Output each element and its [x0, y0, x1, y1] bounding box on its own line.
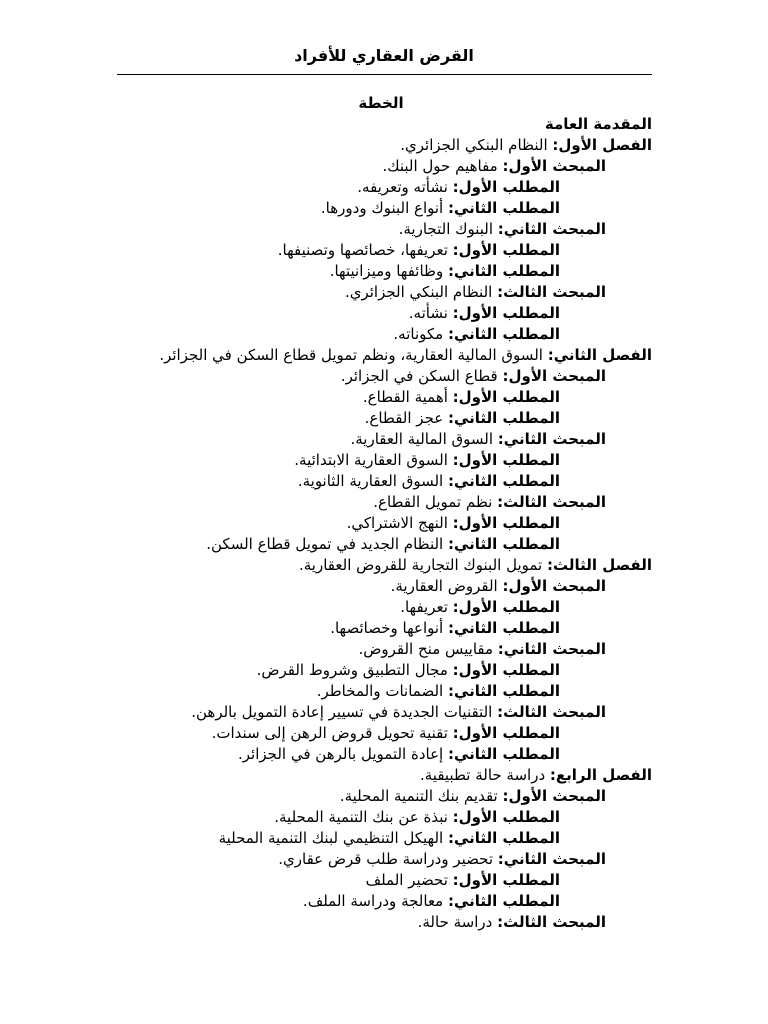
plan-line-label: المطلب الثاني: — [447, 472, 560, 490]
plan-line-label: المطلب الثاني: — [447, 262, 560, 280]
plan-line-text: السوق العقارية الابتدائية. — [294, 451, 453, 469]
plan-line-label: المقدمة العامة — [544, 115, 652, 133]
plan-line — [110, 492, 652, 513]
plan-line-text: قطاع السكن في الجزائر. — [340, 367, 503, 385]
plan-line-text: مفاهيم حول البنك. — [382, 157, 503, 175]
plan-line — [110, 366, 652, 387]
plan-line-label: المطلب الثاني: — [447, 682, 560, 700]
plan-line-label: المبحث الأول: — [502, 157, 606, 175]
plan-line-label: المطلب الأول: — [452, 724, 560, 742]
plan-line-label: المبحث الثالث: — [497, 913, 606, 931]
plan-line-label: المطلب الأول: — [452, 661, 560, 679]
plan-line-text: البنوك التجارية. — [398, 220, 498, 238]
plan-line — [110, 597, 652, 618]
plan-line — [110, 555, 652, 576]
plan-line-label: المطلب الأول: — [452, 388, 560, 406]
plan-line-label: المطلب الثاني: — [447, 535, 560, 553]
plan-line-text: الهيكل التنظيمي لبنك التنمية المحلية — [218, 829, 448, 847]
plan-line — [110, 723, 652, 744]
plan-line-label: المبحث الثالث: — [497, 493, 606, 511]
plan-line — [110, 450, 652, 471]
plan-line — [110, 303, 652, 324]
plan-line-label: المطلب الثاني: — [447, 892, 560, 910]
plan-line-text: السوق المالية العقارية. — [350, 430, 498, 448]
plan-line-label: المطلب الأول: — [452, 304, 560, 322]
plan-line — [110, 345, 652, 366]
plan-line — [110, 513, 652, 534]
plan-line-label: المطلب الأول: — [452, 808, 560, 826]
plan-line — [110, 576, 652, 597]
plan-line-text: دراسة حالة. — [417, 913, 498, 931]
plan-line-text: نشأته. — [408, 304, 453, 322]
plan-line-text: مجال التطبيق وشروط القرض. — [256, 661, 453, 679]
plan-line — [110, 324, 652, 345]
plan-line-text: التقنيات الجديدة في تسيير إعادة التمويل بالرهن. — [191, 703, 498, 721]
plan-line-label: المبحث الثاني: — [497, 640, 606, 658]
plan-line — [110, 408, 652, 429]
plan-outline — [110, 93, 652, 933]
plan-line-text: تقديم بنك التنمية المحلية. — [339, 787, 503, 805]
plan-line-label: المطلب الثاني: — [447, 745, 560, 763]
plan-line — [110, 891, 652, 912]
plan-line-label: المطلب الثاني: — [447, 325, 560, 343]
plan-line-text: النهج الاشتراكي. — [346, 514, 453, 532]
plan-line-label: المطلب الأول: — [452, 241, 560, 259]
plan-line — [110, 828, 652, 849]
plan-line-label: المبحث الثالث: — [497, 703, 606, 721]
plan-line — [110, 282, 652, 303]
plan-line — [110, 429, 652, 450]
plan-line — [110, 240, 652, 261]
document-title: القرض العقاري للأفراد — [294, 46, 474, 65]
plan-line — [110, 471, 652, 492]
plan-line-text: تحضير الملف — [365, 871, 453, 889]
plan-line-label: المطلب الأول: — [452, 178, 560, 196]
plan-line-label: المبحث الثاني: — [497, 430, 606, 448]
plan-line-label: المطلب الأول: — [452, 451, 560, 469]
plan-line — [110, 765, 652, 786]
plan-line — [110, 744, 652, 765]
plan-line-text: أنواع البنوك ودورها. — [320, 199, 448, 217]
plan-line-text: تقنية تحويل قروض الرهن إلى سندات. — [211, 724, 453, 742]
plan-line — [110, 114, 652, 135]
title-divider — [117, 74, 652, 75]
plan-line — [110, 639, 652, 660]
plan-line-label: المبحث الثاني: — [497, 850, 606, 868]
plan-line — [110, 387, 652, 408]
plan-line-label: المطلب الأول: — [452, 598, 560, 616]
plan-line-label: المطلب الثاني: — [447, 199, 560, 217]
plan-line-label: الخطة — [358, 94, 404, 112]
plan-line-text: عجز القطاع. — [364, 409, 448, 427]
plan-line-text: أهمية القطاع. — [362, 388, 453, 406]
plan-line-label: المبحث الثاني: — [497, 220, 606, 238]
plan-line-text: تمويل البنوك التجارية للقروض العقارية. — [299, 556, 547, 574]
plan-line-label: الفصل الأول: — [552, 136, 652, 154]
plan-line — [110, 912, 652, 933]
plan-line-text: إعادة التمويل بالرهن في الجزائر. — [238, 745, 448, 763]
plan-line-text: الضمانات والمخاطر. — [316, 682, 448, 700]
plan-line — [110, 660, 652, 681]
plan-line-label: الفصل الثاني: — [547, 346, 652, 364]
plan-line-label: المطلب الأول: — [452, 871, 560, 889]
plan-line — [110, 219, 652, 240]
plan-line-text: نشأته وتعريفه. — [357, 178, 453, 196]
plan-line-text: نظم تمويل القطاع. — [373, 493, 498, 511]
plan-line — [110, 261, 652, 282]
plan-line-text: القروض العقارية. — [390, 577, 503, 595]
plan-line — [110, 198, 652, 219]
plan-line-text: مقاييس منح القروض. — [358, 640, 498, 658]
plan-line-text: تعريفها، خصائصها وتصنيفها. — [277, 241, 453, 259]
plan-line-label: المطلب الثاني: — [447, 619, 560, 637]
plan-line-label: المبحث الأول: — [502, 787, 606, 805]
plan-line — [110, 849, 652, 870]
plan-line-text: النظام الجديد في تمويل قطاع السكن. — [206, 535, 448, 553]
plan-line-text: تعريفها. — [400, 598, 453, 616]
plan-line-label: الفصل الثالث: — [547, 556, 652, 574]
plan-line-text: النظام البنكي الجزائري. — [400, 136, 553, 154]
plan-line — [110, 702, 652, 723]
plan-line-text: مكوناته. — [393, 325, 448, 343]
plan-line — [110, 618, 652, 639]
plan-line — [110, 156, 652, 177]
plan-line — [110, 786, 652, 807]
plan-line-text: معالجة ودراسة الملف. — [302, 892, 448, 910]
plan-line-text: أنواعها وخصائصها. — [330, 619, 448, 637]
plan-line-text: دراسة حالة تطبيقية. — [419, 766, 550, 784]
plan-line-text: السوق المالية العقارية، ونظم تمويل قطاع السكن في الجزائر. — [159, 346, 548, 364]
plan-line-text: السوق العقارية الثانوية. — [297, 472, 448, 490]
plan-line-label: المطلب الأول: — [452, 514, 560, 532]
plan-line-text: النظام البنكي الجزائري. — [344, 283, 498, 301]
plan-line-text: نبذة عن بنك التنمية المحلية. — [274, 808, 453, 826]
plan-line-text: وظائفها وميزانيتها. — [329, 262, 448, 280]
plan-line — [110, 681, 652, 702]
plan-line — [110, 534, 652, 555]
plan-line — [110, 177, 652, 198]
plan-line — [110, 807, 652, 828]
plan-line — [110, 93, 652, 114]
plan-line-label: المبحث الأول: — [502, 577, 606, 595]
plan-line-text: تحضير ودراسة طلب قرض عقاري. — [278, 850, 498, 868]
plan-line-label: المبحث الثالث: — [497, 283, 606, 301]
plan-line-label: المبحث الأول: — [502, 367, 606, 385]
plan-line — [110, 135, 652, 156]
plan-line-label: المطلب الثاني: — [447, 829, 560, 847]
plan-line — [110, 870, 652, 891]
plan-line-label: الفصل الرابع: — [549, 766, 652, 784]
plan-line-label: المطلب الثاني: — [447, 409, 560, 427]
